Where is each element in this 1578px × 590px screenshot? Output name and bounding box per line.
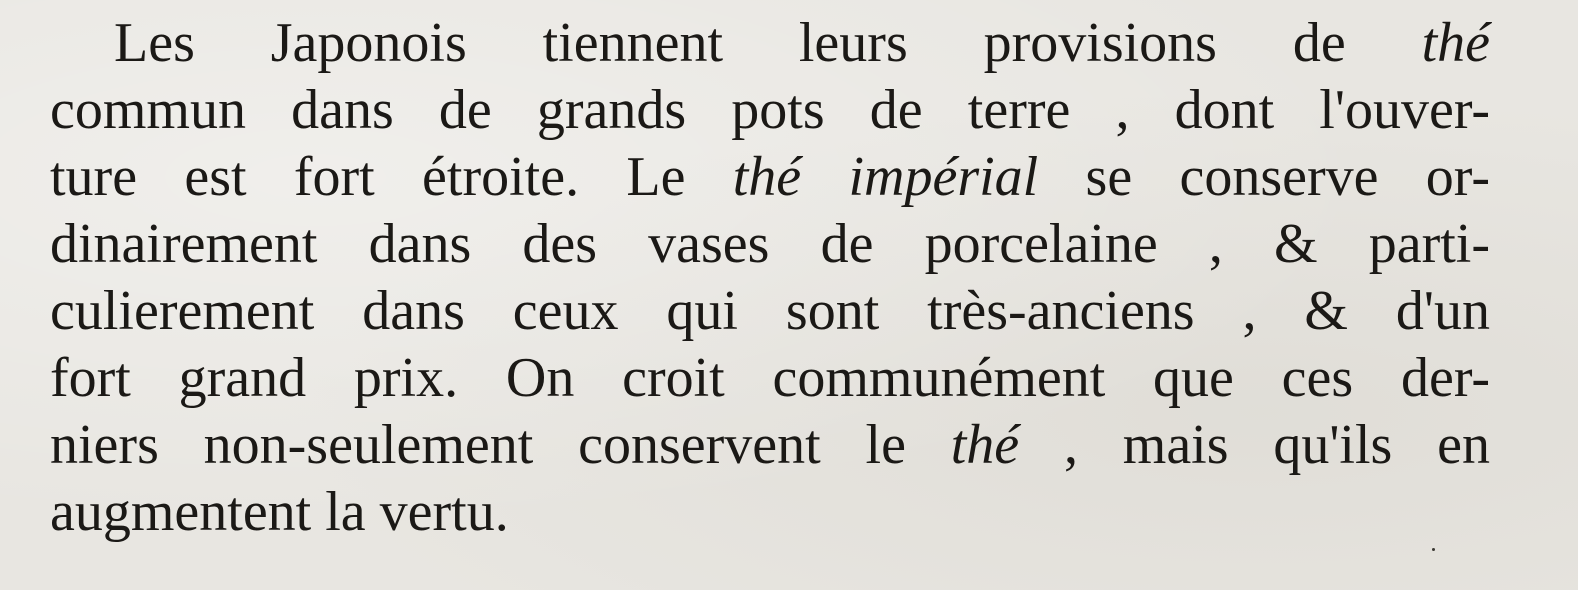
text-run: niers non-seulement conservent le <box>50 414 951 476</box>
italic-phrase: thé impérial <box>732 146 1039 208</box>
text-line-1 <box>50 10 1490 77</box>
text-run: se conserve or- <box>1038 146 1490 208</box>
text-line-3 <box>50 144 1490 211</box>
italic-word: thé <box>1421 12 1490 74</box>
text-run: , mais qu'ils en <box>1019 414 1490 476</box>
text-run: culierement dans ceux qui sont très-anciens , & d'un <box>50 280 1490 342</box>
text-line-2 <box>50 77 1490 144</box>
text-run: augmentent la vertu. <box>50 481 509 543</box>
text-run: fort grand prix. On croit communément que ces der- <box>50 347 1490 409</box>
text-run: commun dans de grands pots de terre , dont l'ouver- <box>50 79 1490 141</box>
paragraph <box>50 10 1490 546</box>
text-run: ture est fort étroite. Le <box>50 146 733 208</box>
text-line-4 <box>50 211 1490 278</box>
text-run: dinairement dans des vases de porcelaine , & parti- <box>50 213 1490 275</box>
ink-speck <box>1432 548 1435 551</box>
text-line-5 <box>50 278 1490 345</box>
italic-word: thé <box>950 414 1020 476</box>
text-line-6 <box>50 345 1490 412</box>
text-line-7 <box>50 412 1490 479</box>
text-line-8 <box>50 479 1490 546</box>
text-run: Les Japonois tiennent leurs provisions de <box>114 12 1422 74</box>
